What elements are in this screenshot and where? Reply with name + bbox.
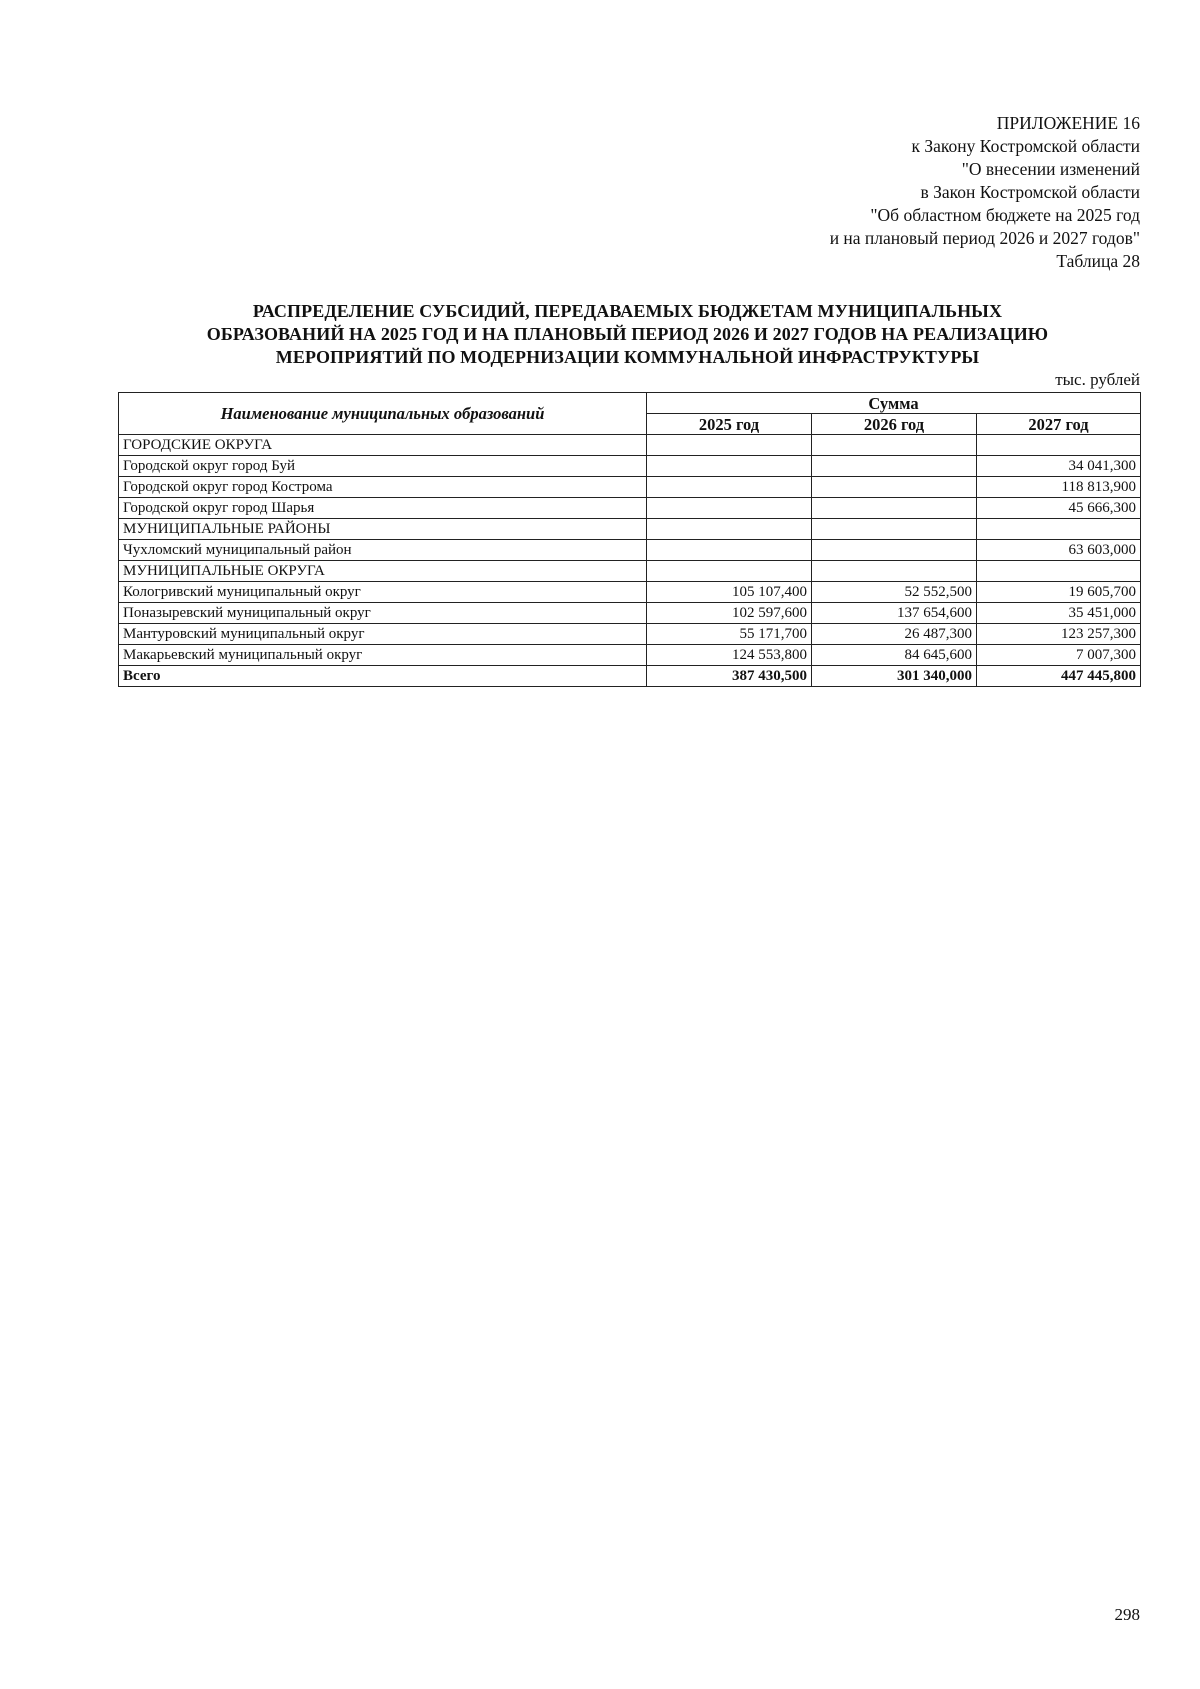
value-2026 [812, 519, 977, 540]
row-name: ГОРОДСКИЕ ОКРУГА [119, 435, 647, 456]
row-name: Поназыревский муниципальный округ [119, 603, 647, 624]
table-row [119, 603, 1141, 624]
appendix-line: "О внесении изменений [961, 159, 1140, 179]
row-name: МУНИЦИПАЛЬНЫЕ ОКРУГА [119, 561, 647, 582]
table-row [119, 498, 1141, 519]
value-2025 [647, 498, 812, 519]
appendix-header [580, 112, 1140, 273]
value-2025 [647, 540, 812, 561]
title-line: РАСПРЕДЕЛЕНИЕ СУБСИДИЙ, ПЕРЕДАВАЕМЫХ БЮДЖЕТАМ МУНИЦИПАЛЬНЫХ [252, 301, 1003, 321]
year-2026-header: 2026 год [812, 414, 977, 435]
appendix-line: в Закон Костромской области [920, 182, 1140, 202]
value-2025: 55 171,700 [647, 624, 812, 645]
value-2027 [977, 519, 1141, 540]
row-name: МУНИЦИПАЛЬНЫЕ РАЙОНЫ [119, 519, 647, 540]
table-row [119, 582, 1141, 603]
value-2026 [812, 456, 977, 477]
total-row [119, 666, 1141, 687]
value-2025 [647, 456, 812, 477]
title-line: ОБРАЗОВАНИЙ НА 2025 ГОД И НА ПЛАНОВЫЙ ПЕРИОД 2026 И 2027 ГОДОВ НА РЕАЛИЗАЦИЮ [206, 324, 1049, 344]
page-number: 298 [1114, 1605, 1140, 1624]
value-2026 [812, 540, 977, 561]
table-row [119, 477, 1141, 498]
value-2026: 84 645,600 [812, 645, 977, 666]
table-row [119, 456, 1141, 477]
value-2027: 123 257,300 [977, 624, 1141, 645]
value-2025: 102 597,600 [647, 603, 812, 624]
title-line: МЕРОПРИЯТИЙ ПО МОДЕРНИЗАЦИИ КОММУНАЛЬНОЙ ИНФРАСТРУКТУРЫ [275, 347, 980, 367]
name-column-header: Наименование муниципальных образований [119, 393, 647, 435]
value-2027: 63 603,000 [977, 540, 1141, 561]
document-title [120, 300, 1135, 369]
value-2025 [647, 519, 812, 540]
value-2026: 26 487,300 [812, 624, 977, 645]
total-2025: 387 430,500 [647, 666, 812, 687]
value-2026: 52 552,500 [812, 582, 977, 603]
row-name: Чухломский муниципальный район [119, 540, 647, 561]
row-name: Городской округ город Шарья [119, 498, 647, 519]
total-2027: 447 445,800 [977, 666, 1141, 687]
table-row [119, 561, 1141, 582]
total-2026: 301 340,000 [812, 666, 977, 687]
value-2026 [812, 561, 977, 582]
year-2027-header: 2027 год [977, 414, 1141, 435]
row-name: Кологривский муниципальный округ [119, 582, 647, 603]
appendix-number: ПРИЛОЖЕНИЕ 16 [996, 113, 1140, 133]
table-number: Таблица 28 [1056, 251, 1140, 271]
appendix-line: и на плановый период 2026 и 2027 годов" [829, 228, 1140, 248]
value-2027 [977, 561, 1141, 582]
value-2027 [977, 435, 1141, 456]
value-2025 [647, 435, 812, 456]
value-2027: 19 605,700 [977, 582, 1141, 603]
value-2026 [812, 498, 977, 519]
table-row [119, 624, 1141, 645]
value-2027: 118 813,900 [977, 477, 1141, 498]
row-name: Мантуровский муниципальный округ [119, 624, 647, 645]
value-2025: 124 553,800 [647, 645, 812, 666]
row-name: Городской округ город Кострома [119, 477, 647, 498]
value-2027: 45 666,300 [977, 498, 1141, 519]
table-row [119, 435, 1141, 456]
appendix-line: к Закону Костромской области [911, 136, 1140, 156]
value-2027: 35 451,000 [977, 603, 1141, 624]
value-2026: 137 654,600 [812, 603, 977, 624]
row-name: Макарьевский муниципальный округ [119, 645, 647, 666]
value-2027: 7 007,300 [977, 645, 1141, 666]
table-row [119, 645, 1141, 666]
table-row [119, 519, 1141, 540]
units-label: тыс. рублей [1055, 370, 1140, 389]
value-2025 [647, 561, 812, 582]
year-2025-header: 2025 год [647, 414, 812, 435]
appendix-line: "Об областном бюджете на 2025 год [870, 205, 1140, 225]
row-name: Городской округ город Буй [119, 456, 647, 477]
sum-column-header: Сумма [647, 393, 1141, 414]
value-2025 [647, 477, 812, 498]
value-2027: 34 041,300 [977, 456, 1141, 477]
table-header-row [119, 393, 1141, 414]
value-2026 [812, 477, 977, 498]
subsidy-table [118, 392, 1141, 687]
value-2026 [812, 435, 977, 456]
total-label: Всего [119, 666, 647, 687]
table-row [119, 540, 1141, 561]
value-2025: 105 107,400 [647, 582, 812, 603]
